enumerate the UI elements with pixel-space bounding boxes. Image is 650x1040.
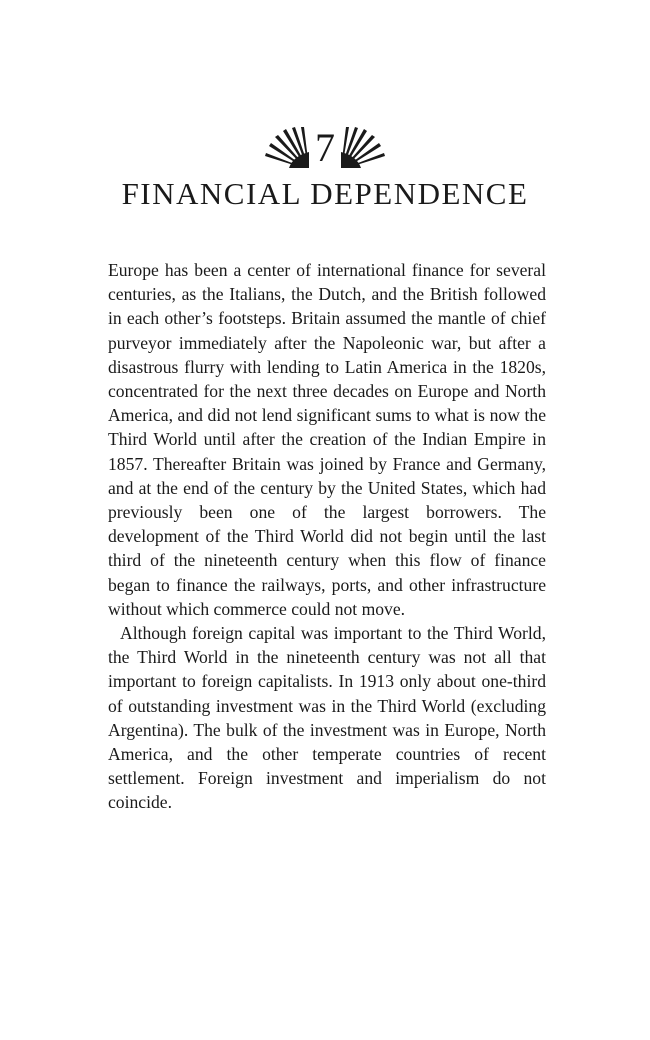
chapter-title: FINANCIAL DEPENDENCE: [121, 176, 529, 211]
sunburst-right-icon: [341, 126, 391, 170]
chapter-number: 7: [315, 125, 335, 170]
chapter-heading-ornament: [0, 120, 650, 170]
sunburst-left-icon: [259, 126, 309, 170]
paragraph-2: Although foreign capital was important to the Third World, the Third World in the nineteenth century was not all that important to foreign capitalists. In 1913 only about one-third of outstanding investment was in the Third World (excluding Argentina). The bulk of the investment was in Europe, North America, and the other temperate countries of recent settlement. Foreign investment and imperialism do not coincide.: [108, 623, 546, 813]
chapter-body: [108, 258, 546, 815]
paragraph-1: Europe has been a center of international finance for several centuries, as the Italians, the Dutch, and the British followed in each other’s footsteps. Britain assumed the mantle of chief purveyor immediately after the Napoleonic war, but after a disastrous flurry with lending to Latin America in the 1820s, concentrated for the next three decades on Europe and North America, and did not lend significant sums to what is now the Third World until after the creation of the Indian Empire in 1857. Thereafter Britain was joined by France and Germany, and at the end of the century by the United States, which had previously been one of the largest borrowers. The development of the Third World did not begin until the last third of the nineteenth century when this flow of finance began to finance the railways, ports, and other infrastructure without which commerce could not move.: [108, 260, 546, 619]
